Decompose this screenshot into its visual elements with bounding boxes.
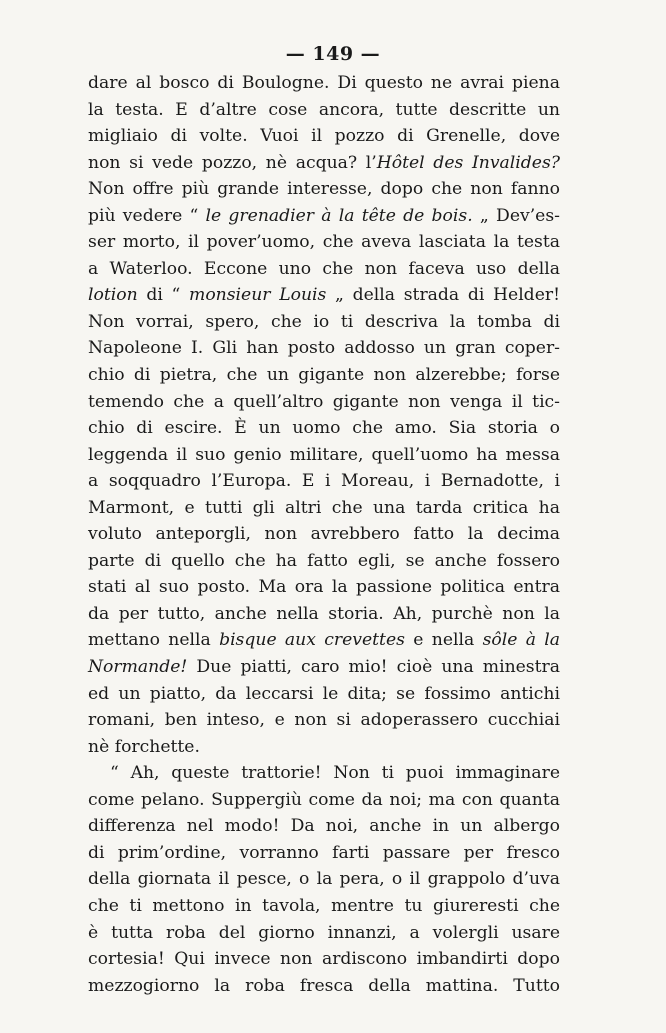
- text-segment: voluto anteporgli, non avrebbero fatto la decima: [88, 524, 560, 545]
- text-line: [88, 840, 560, 867]
- text-segment: dare al bosco di Boulogne. Di questo ne avrai piena: [88, 73, 560, 93]
- italic-text: sôle à la: [482, 630, 561, 651]
- text-segment: da per tutto, anche nella storia. Ah, purchè non la: [88, 603, 560, 624]
- text-line: [88, 203, 560, 230]
- text-line: [88, 813, 560, 840]
- text-segment: come pelano. Suppergiù come da noi; ma con quanta: [88, 789, 560, 810]
- italic-text: Hôtel des Invalides?: [376, 152, 560, 173]
- text-line: [88, 442, 560, 469]
- text-segment: leggenda il suo genio militare, quell’uomo ha messa: [88, 444, 560, 465]
- text-line: [88, 601, 560, 628]
- italic-text: le grenadier à la tête de bois.: [205, 205, 473, 226]
- text-segment: „ Dev’es-: [472, 205, 560, 226]
- text-segment: e nella: [404, 630, 483, 651]
- body-text: [88, 70, 560, 999]
- text-segment: Napoleone I. Gli han posto addosso un gran coper-: [88, 338, 560, 359]
- text-segment: di prim’ordine, vorranno farti passare per fresco: [88, 842, 560, 863]
- text-segment: Non offre più grande interesse, dopo che non fanno: [88, 179, 560, 200]
- text-line: [88, 282, 560, 309]
- text-line: [88, 946, 560, 973]
- text-line: [88, 229, 560, 256]
- text-line: [88, 468, 560, 495]
- text-line: [88, 495, 560, 522]
- italic-text: bisque aux crevettes: [219, 630, 405, 651]
- text-line: [88, 866, 560, 893]
- text-segment: parte di quello che ha fatto egli, se anche fossero: [88, 550, 560, 571]
- text-line: [88, 256, 560, 283]
- text-line: [88, 70, 560, 97]
- text-segment: della giornata il pesce, o la pera, o il grappolo d’uva: [88, 869, 560, 890]
- text-segment: nè forchette.: [88, 736, 200, 757]
- text-line: [88, 123, 560, 150]
- text-line: [88, 176, 560, 203]
- text-line: [88, 415, 560, 442]
- italic-text: monsieur Louis: [189, 285, 327, 306]
- text-segment: differenza nel modo! Da noi, anche in un albergo: [88, 816, 560, 837]
- text-line: [88, 335, 560, 362]
- text-segment: ser morto, il pover’uomo, che aveva lasciata la testa: [88, 232, 560, 253]
- text-line: [88, 707, 560, 734]
- text-segment: temendo che a quell’altro gigante non venga il tic-: [88, 391, 560, 412]
- text-segment: migliaio di volte. Vuoi il pozzo di Grenelle, dove: [88, 126, 560, 147]
- text-segment: romani, ben inteso, e non si adoperassero cucchiai: [88, 710, 560, 731]
- text-line: [88, 548, 560, 575]
- text-segment: “ Ah, queste trattorie! Non ti puoi immaginare: [110, 763, 560, 784]
- text-segment: chio di pietra, che un gigante non alzerebbe; forse: [88, 365, 560, 386]
- text-segment: Due piatti, caro mio! cioè una minestra: [187, 657, 560, 678]
- page-number: — 149 —: [285, 43, 381, 65]
- text-segment: più vedere “: [88, 205, 206, 226]
- text-segment: mezzogiorno la roba fresca della mattina. Tutto: [88, 975, 560, 996]
- text-line: [88, 681, 560, 708]
- text-segment: la testa. E d’altre cose ancora, tutte descritte un: [88, 99, 560, 120]
- text-line: [88, 150, 560, 177]
- text-line: [88, 973, 560, 1000]
- text-segment: è tutta roba del giorno innanzi, a volergli usare: [88, 922, 560, 943]
- text-segment: mettano nella: [88, 630, 220, 651]
- text-segment: che ti mettono in tavola, mentre tu giureresti che: [88, 895, 560, 916]
- text-line: [88, 734, 560, 761]
- text-segment: a Waterloo. Eccone uno che non faceva uso della: [88, 258, 560, 279]
- text-segment: a soqquadro l’Europa. E i Moreau, i Bernadotte, i: [88, 471, 560, 492]
- text-line: [88, 362, 560, 389]
- text-line: [88, 574, 560, 601]
- text-line: [88, 760, 560, 787]
- text-line: [88, 389, 560, 416]
- text-segment: cortesia! Qui invece non ardiscono imbandirti dopo: [88, 949, 560, 970]
- text-segment: stati al suo posto. Ma ora la passione politica entra: [88, 577, 560, 598]
- text-segment: ed un piatto, da leccarsi le dita; se fossimo antichi: [88, 683, 560, 704]
- text-line: [88, 627, 560, 654]
- text-segment: Marmont, e tutti gli altri che una tarda critica ha: [88, 497, 560, 518]
- text-segment: „ della strada di Helder!: [326, 285, 560, 306]
- text-segment: chio di escire. È un uomo che amo. Sia storia o: [88, 418, 560, 439]
- text-segment: Non vorrai, spero, che io ti descriva la tomba di: [88, 311, 560, 332]
- text-line: [88, 654, 560, 681]
- text-line: [88, 920, 560, 947]
- text-line: [88, 893, 560, 920]
- text-segment: non si vede pozzo, nè acqua? l’: [88, 152, 377, 173]
- text-line: [88, 97, 560, 124]
- italic-text: lotion: [88, 285, 138, 306]
- italic-text: Normande!: [88, 657, 188, 678]
- text-line: [88, 309, 560, 336]
- text-line: [88, 787, 560, 814]
- text-line: [88, 521, 560, 548]
- text-segment: di “: [137, 285, 190, 306]
